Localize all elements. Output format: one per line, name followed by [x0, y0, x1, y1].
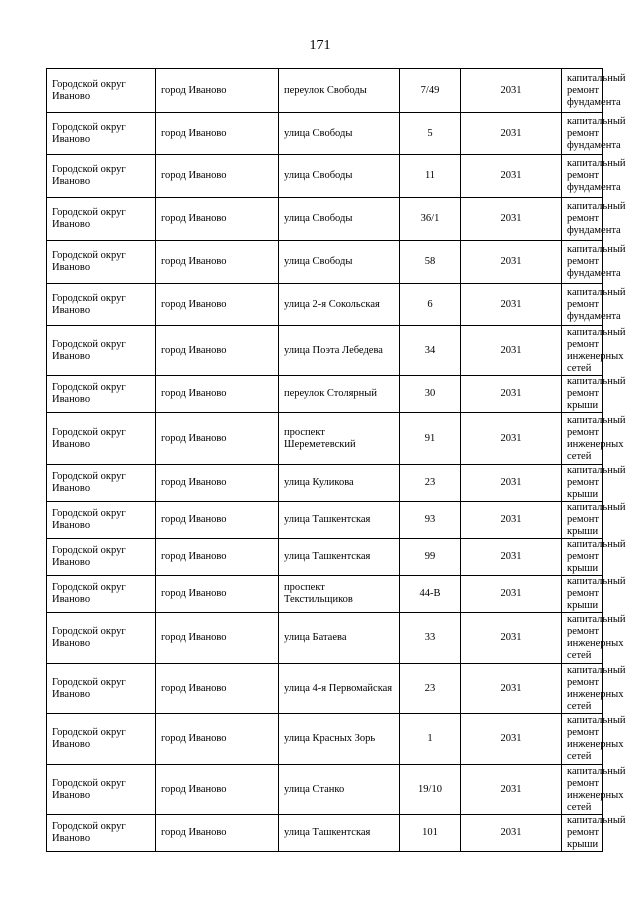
house-number-cell: 6 [400, 284, 461, 326]
house-number-cell: 44-В [400, 576, 461, 613]
settlement-cell: город Иваново [156, 714, 279, 765]
district-cell: Городской округ Иваново [47, 198, 156, 241]
house-number-cell: 23 [400, 465, 461, 502]
house-number-cell: 101 [400, 815, 461, 852]
district-cell: Городской округ Иваново [47, 465, 156, 502]
district-cell: Городской округ Иваново [47, 155, 156, 198]
year-cell: 2031 [461, 502, 562, 539]
house-number-cell: 58 [400, 241, 461, 284]
work-type-cell: капитальный ремонт фундамента [562, 69, 603, 113]
year-cell: 2031 [461, 155, 562, 198]
work-type-cell: капитальный ремонт крыши [562, 465, 603, 502]
house-number-cell: 93 [400, 502, 461, 539]
table-body [47, 69, 626, 852]
street-cell: улица Свободы [279, 241, 400, 284]
table-row [47, 714, 603, 765]
table-row [47, 664, 603, 714]
street-cell: улица Ташкентская [279, 815, 400, 852]
year-cell: 2031 [461, 765, 562, 815]
table-row [47, 815, 603, 852]
district-cell: Городской округ Иваново [47, 113, 156, 155]
table-row [47, 284, 603, 326]
settlement-cell: город Иваново [156, 198, 279, 241]
house-number-cell: 19/10 [400, 765, 461, 815]
work-type-cell: капитальный ремонт крыши [562, 576, 603, 613]
district-cell: Городской округ Иваново [47, 815, 156, 852]
street-cell: проспект Текстильщиков [279, 576, 400, 613]
settlement-cell: город Иваново [156, 613, 279, 664]
street-cell: проспект Шереметевский [279, 413, 400, 465]
district-cell: Городской округ Иваново [47, 241, 156, 284]
work-type-cell: капитальный ремонт инженерных сетей [562, 613, 603, 664]
district-cell: Городской округ Иваново [47, 664, 156, 714]
work-type-cell: капитальный ремонт инженерных сетей [562, 664, 603, 714]
work-type-cell: капитальный ремонт инженерных сетей [562, 326, 603, 376]
district-cell: Городской округ Иваново [47, 326, 156, 376]
work-type-cell: капитальный ремонт фундамента [562, 198, 603, 241]
district-cell: Городской округ Иваново [47, 502, 156, 539]
settlement-cell: город Иваново [156, 815, 279, 852]
table-row [47, 241, 603, 284]
year-cell: 2031 [461, 815, 562, 852]
house-number-cell: 34 [400, 326, 461, 376]
house-number-cell: 7/49 [400, 69, 461, 113]
settlement-cell: город Иваново [156, 69, 279, 113]
work-type-cell: капитальный ремонт фундамента [562, 155, 603, 198]
work-type-cell: капитальный ремонт крыши [562, 502, 603, 539]
work-type-cell: капитальный ремонт крыши [562, 376, 603, 413]
house-number-cell: 23 [400, 664, 461, 714]
settlement-cell: город Иваново [156, 765, 279, 815]
street-cell: улица 4-я Первомайская [279, 664, 400, 714]
year-cell: 2031 [461, 376, 562, 413]
year-cell: 2031 [461, 198, 562, 241]
house-number-cell: 33 [400, 613, 461, 664]
settlement-cell: город Иваново [156, 539, 279, 576]
settlement-cell: город Иваново [156, 241, 279, 284]
district-cell: Городской округ Иваново [47, 413, 156, 465]
house-number-cell: 30 [400, 376, 461, 413]
year-cell: 2031 [461, 326, 562, 376]
district-cell: Городской округ Иваново [47, 714, 156, 765]
page-number: 171 [309, 38, 331, 53]
work-type-cell: капитальный ремонт инженерных сетей [562, 714, 603, 765]
house-number-cell: 1 [400, 714, 461, 765]
work-type-cell: капитальный ремонт крыши [562, 815, 603, 852]
district-cell: Городской округ Иваново [47, 539, 156, 576]
table-row [47, 113, 603, 155]
settlement-cell: город Иваново [156, 576, 279, 613]
table-row [47, 539, 603, 576]
table-row [47, 198, 603, 241]
year-cell: 2031 [461, 413, 562, 465]
settlement-cell: город Иваново [156, 376, 279, 413]
year-cell: 2031 [461, 241, 562, 284]
work-type-cell: капитальный ремонт инженерных сетей [562, 765, 603, 815]
house-number-cell: 5 [400, 113, 461, 155]
year-cell: 2031 [461, 539, 562, 576]
table-row [47, 613, 603, 664]
year-cell: 2031 [461, 69, 562, 113]
house-number-cell: 11 [400, 155, 461, 198]
table-row [47, 765, 603, 815]
settlement-cell: город Иваново [156, 502, 279, 539]
street-cell: улица Батаева [279, 613, 400, 664]
street-cell: переулок Свободы [279, 69, 400, 113]
district-cell: Городской округ Иваново [47, 765, 156, 815]
settlement-cell: город Иваново [156, 664, 279, 714]
district-cell: Городской округ Иваново [47, 69, 156, 113]
street-cell: улица Свободы [279, 155, 400, 198]
year-cell: 2031 [461, 465, 562, 502]
year-cell: 2031 [461, 284, 562, 326]
table-row [47, 502, 603, 539]
house-number-cell: 36/1 [400, 198, 461, 241]
settlement-cell: город Иваново [156, 113, 279, 155]
table-row [47, 326, 603, 376]
house-number-cell: 91 [400, 413, 461, 465]
year-cell: 2031 [461, 664, 562, 714]
street-cell: улица Ташкентская [279, 539, 400, 576]
street-cell: улица Свободы [279, 113, 400, 155]
table-row [47, 376, 603, 413]
settlement-cell: город Иваново [156, 284, 279, 326]
year-cell: 2031 [461, 613, 562, 664]
street-cell: улица Красных Зорь [279, 714, 400, 765]
street-cell: улица Ташкентская [279, 502, 400, 539]
work-type-cell: капитальный ремонт фундамента [562, 284, 603, 326]
table-row [47, 576, 603, 613]
work-type-cell: капитальный ремонт инженерных сетей [562, 413, 603, 465]
table-row [47, 465, 603, 502]
work-type-cell: капитальный ремонт фундамента [562, 241, 603, 284]
street-cell: улица 2-я Сокольская [279, 284, 400, 326]
settlement-cell: город Иваново [156, 155, 279, 198]
settlement-cell: город Иваново [156, 465, 279, 502]
street-cell: улица Свободы [279, 198, 400, 241]
year-cell: 2031 [461, 113, 562, 155]
district-cell: Городской округ Иваново [47, 284, 156, 326]
house-number-cell: 99 [400, 539, 461, 576]
settlement-cell: город Иваново [156, 326, 279, 376]
year-cell: 2031 [461, 714, 562, 765]
table-row [47, 69, 603, 113]
settlement-cell: город Иваново [156, 413, 279, 465]
district-cell: Городской округ Иваново [47, 576, 156, 613]
district-cell: Городской округ Иваново [47, 376, 156, 413]
table-row [47, 413, 603, 465]
street-cell: улица Поэта Лебедева [279, 326, 400, 376]
street-cell: улица Станко [279, 765, 400, 815]
work-type-cell: капитальный ремонт фундамента [562, 113, 603, 155]
street-cell: улица Куликова [279, 465, 400, 502]
work-type-cell: капитальный ремонт крыши [562, 539, 603, 576]
year-cell: 2031 [461, 576, 562, 613]
housing-repair-table [46, 68, 626, 852]
table-row [47, 155, 603, 198]
street-cell: переулок Столярный [279, 376, 400, 413]
district-cell: Городской округ Иваново [47, 613, 156, 664]
